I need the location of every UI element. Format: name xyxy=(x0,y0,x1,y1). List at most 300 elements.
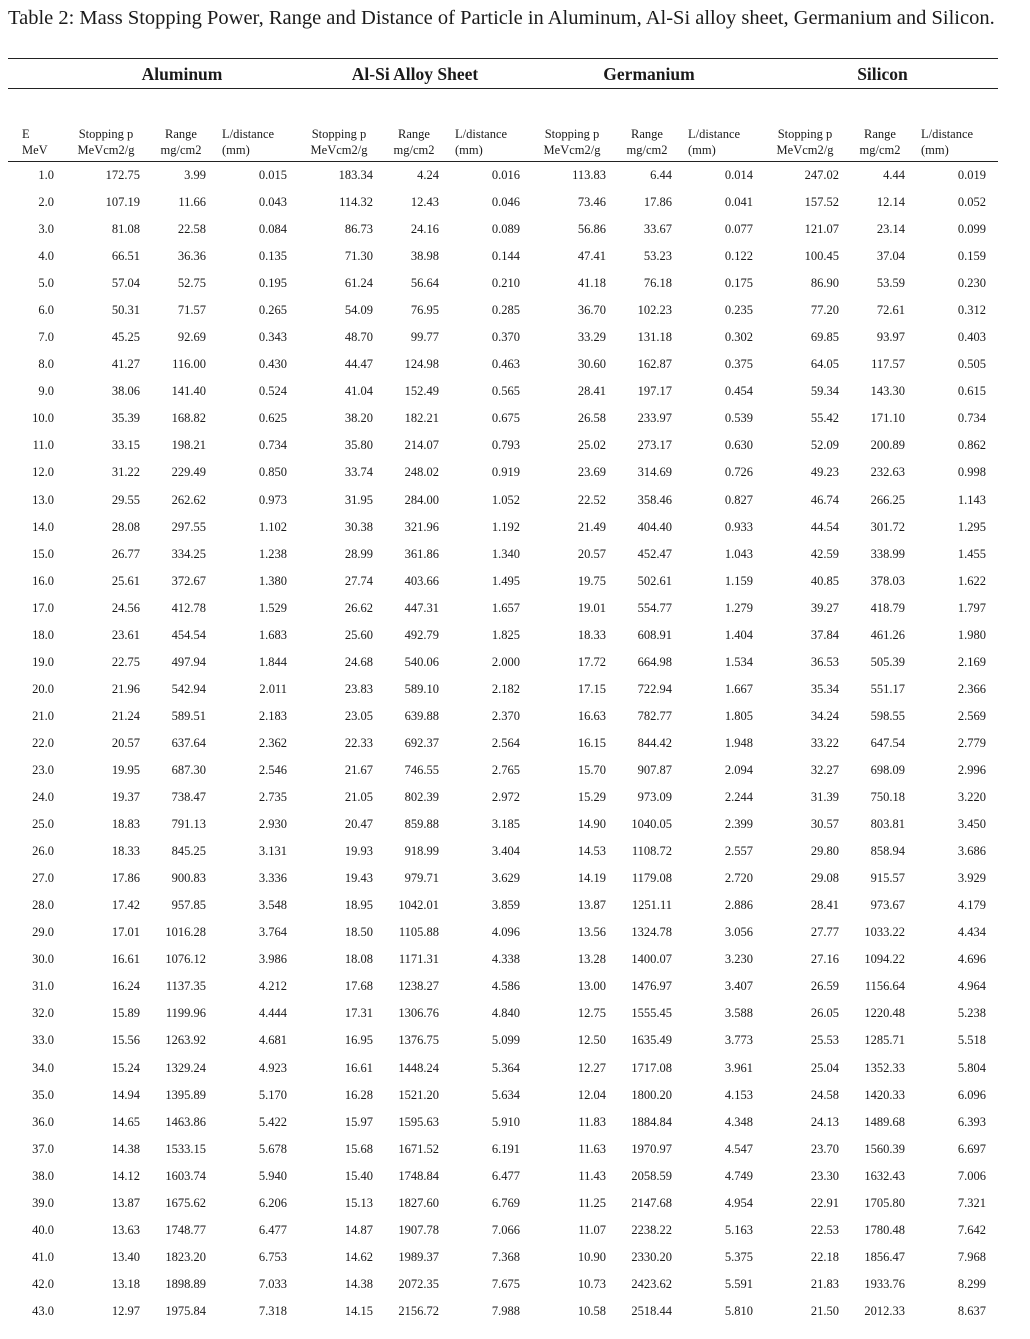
cell-distance: 5.170 xyxy=(258,1087,287,1102)
cell-distance: 0.734 xyxy=(258,438,287,453)
cell-stopping-power: 35.34 xyxy=(810,681,839,696)
cell-range: 687.30 xyxy=(171,763,206,777)
cell-distance: 2.735 xyxy=(258,790,287,805)
cell-range: 1671.52 xyxy=(398,1141,439,1156)
cell-range: 589.10 xyxy=(404,681,439,696)
cell-distance: 0.014 xyxy=(724,168,753,182)
table-row xyxy=(8,1082,998,1109)
cell-range: 782.77 xyxy=(637,708,672,723)
cell-range: 1898.89 xyxy=(165,1276,206,1291)
cell-range: 698.09 xyxy=(870,763,905,777)
cell-stopping-power: 16.61 xyxy=(111,952,140,967)
cell-range: 1970.97 xyxy=(631,1141,672,1156)
cell-distance: 2.557 xyxy=(724,844,753,859)
cell-distance: 0.043 xyxy=(258,195,287,210)
cell-stopping-power: 14.87 xyxy=(344,1222,373,1237)
cell-range: 1324.78 xyxy=(631,925,672,940)
cell-stopping-power: 36.53 xyxy=(810,654,839,669)
cell-distance: 6.393 xyxy=(957,1114,986,1129)
cell-stopping-power: 14.94 xyxy=(111,1087,140,1102)
cell-stopping-power: 19.93 xyxy=(344,844,373,859)
cell-distance: 1.622 xyxy=(957,573,986,588)
cell-range: 1094.22 xyxy=(864,952,905,967)
cell-range: 338.99 xyxy=(870,546,905,561)
cell-range: 168.82 xyxy=(171,411,206,426)
cell-range: 1171.31 xyxy=(398,952,439,967)
cell-distance: 5.804 xyxy=(957,1060,986,1075)
cell-distance: 1.380 xyxy=(258,573,287,588)
table-row xyxy=(8,1163,998,1190)
table-row xyxy=(8,919,998,946)
cell-stopping-power: 29.80 xyxy=(810,844,839,859)
cell-range: 900.83 xyxy=(171,871,206,886)
cell-range: 1800.20 xyxy=(631,1087,672,1102)
col-header-distance-line2: (mm) xyxy=(222,143,250,157)
table-row xyxy=(8,1027,998,1054)
cell-energy: 14.0 xyxy=(32,519,54,534)
cell-stopping-power: 47.41 xyxy=(577,249,606,264)
cell-stopping-power: 77.20 xyxy=(810,303,839,318)
cell-distance: 0.615 xyxy=(957,384,986,399)
cell-range: 1717.08 xyxy=(631,1060,672,1075)
cell-distance: 2.546 xyxy=(258,763,287,777)
col-header-energy xyxy=(8,126,66,162)
cell-distance: 4.096 xyxy=(491,925,520,940)
cell-distance: 0.016 xyxy=(491,168,520,182)
cell-range: 1856.47 xyxy=(864,1249,905,1264)
cell-range: 664.98 xyxy=(637,654,672,669)
cell-energy: 42.0 xyxy=(32,1276,54,1291)
cell-stopping-power: 14.38 xyxy=(111,1141,140,1156)
cell-distance: 0.726 xyxy=(724,465,753,480)
col-header-stopping-power-line2: MeVcm2/g xyxy=(77,143,135,157)
cell-stopping-power: 13.87 xyxy=(577,898,606,913)
cell-range: 1463.86 xyxy=(165,1114,206,1129)
cell-distance: 3.230 xyxy=(724,952,753,967)
cell-stopping-power: 21.96 xyxy=(111,681,140,696)
cell-range: 497.94 xyxy=(171,654,206,669)
cell-stopping-power: 27.74 xyxy=(344,573,373,588)
cell-range: 301.72 xyxy=(870,519,905,534)
cell-distance: 1.797 xyxy=(957,600,986,615)
cell-stopping-power: 19.43 xyxy=(344,871,373,886)
cell-stopping-power: 30.57 xyxy=(810,817,839,832)
cell-range: 973.09 xyxy=(637,790,672,805)
cell-distance: 2.366 xyxy=(957,681,986,696)
cell-energy: 30.0 xyxy=(32,952,54,967)
cell-distance: 0.084 xyxy=(258,222,287,237)
cell-distance: 1.529 xyxy=(258,600,287,615)
cell-energy: 35.0 xyxy=(32,1087,54,1102)
cell-stopping-power: 23.05 xyxy=(344,708,373,723)
table-row xyxy=(8,676,998,703)
cell-energy: 6.0 xyxy=(38,303,54,318)
table-row xyxy=(8,351,998,378)
cell-distance: 0.565 xyxy=(491,384,520,399)
cell-distance: 3.056 xyxy=(724,925,753,940)
cell-range: 297.55 xyxy=(171,519,206,534)
cell-stopping-power: 86.90 xyxy=(810,276,839,291)
cell-stopping-power: 11.43 xyxy=(578,1168,606,1183)
col-header-stopping-power-line1: Stopping p xyxy=(78,127,134,141)
cell-distance: 5.678 xyxy=(258,1141,287,1156)
cell-energy: 10.0 xyxy=(32,411,54,426)
cell-energy: 13.0 xyxy=(32,492,54,507)
col-header-distance-line1: L/distance xyxy=(222,127,275,141)
cell-energy: 7.0 xyxy=(38,330,54,345)
cell-distance: 6.477 xyxy=(491,1168,520,1183)
cell-distance: 3.450 xyxy=(957,817,986,832)
cell-energy: 20.0 xyxy=(32,681,54,696)
cell-range: 746.55 xyxy=(404,763,439,777)
cell-range: 542.94 xyxy=(171,681,206,696)
cell-range: 23.14 xyxy=(876,222,905,237)
col-header-distance-line2: (mm) xyxy=(688,143,716,157)
cell-distance: 1.159 xyxy=(724,573,753,588)
table-row xyxy=(8,1217,998,1244)
cell-stopping-power: 13.56 xyxy=(577,925,606,940)
cell-stopping-power: 52.09 xyxy=(810,438,839,453)
table-row xyxy=(8,1271,998,1298)
cell-distance: 3.859 xyxy=(491,898,520,913)
cell-stopping-power: 11.07 xyxy=(578,1222,606,1237)
cell-stopping-power: 17.15 xyxy=(577,681,606,696)
cell-distance: 3.336 xyxy=(258,871,287,886)
cell-range: 1108.72 xyxy=(631,844,672,859)
cell-range: 53.23 xyxy=(643,249,672,264)
cell-stopping-power: 13.87 xyxy=(111,1195,140,1210)
cell-energy: 3.0 xyxy=(38,222,54,237)
cell-stopping-power: 54.09 xyxy=(344,303,373,318)
cell-stopping-power: 26.05 xyxy=(810,1006,839,1021)
col-header-range-line1: Range xyxy=(864,127,896,141)
cell-range: 200.89 xyxy=(870,438,905,453)
cell-range: 314.69 xyxy=(637,465,672,480)
cell-energy: 29.0 xyxy=(32,925,54,940)
cell-range: 1306.76 xyxy=(398,1006,439,1021)
cell-stopping-power: 22.91 xyxy=(810,1195,839,1210)
cell-stopping-power: 25.53 xyxy=(810,1033,839,1048)
cell-range: 447.31 xyxy=(404,600,439,615)
cell-range: 1823.20 xyxy=(165,1249,206,1264)
cell-range: 1042.01 xyxy=(398,898,439,913)
cell-energy: 9.0 xyxy=(38,384,54,399)
cell-range: 372.67 xyxy=(171,573,206,588)
cell-distance: 3.185 xyxy=(491,817,520,832)
cell-range: 233.97 xyxy=(637,411,672,426)
table-row xyxy=(8,297,998,324)
cell-range: 2147.68 xyxy=(631,1195,672,1210)
cell-distance: 2.996 xyxy=(957,763,986,777)
col-header-distance-line1: L/distance xyxy=(688,127,741,141)
cell-range: 1884.84 xyxy=(631,1114,672,1129)
cell-distance: 0.210 xyxy=(491,276,520,291)
cell-distance: 1.043 xyxy=(724,546,753,561)
cell-stopping-power: 31.22 xyxy=(111,465,140,480)
cell-energy: 43.0 xyxy=(32,1303,54,1318)
cell-stopping-power: 114.32 xyxy=(339,195,373,210)
cell-energy: 25.0 xyxy=(32,817,54,832)
cell-stopping-power: 26.59 xyxy=(810,979,839,994)
cell-energy: 4.0 xyxy=(38,249,54,264)
cell-range: 1448.24 xyxy=(398,1060,439,1075)
cell-range: 554.77 xyxy=(637,600,672,615)
cell-stopping-power: 17.31 xyxy=(344,1006,373,1021)
cell-range: 52.75 xyxy=(177,276,206,291)
cell-distance: 7.318 xyxy=(258,1303,287,1318)
cell-stopping-power: 50.31 xyxy=(111,303,140,318)
cell-stopping-power: 13.40 xyxy=(111,1249,140,1264)
cell-range: 6.44 xyxy=(650,168,672,182)
col-header-stopping-power xyxy=(66,126,146,162)
cell-stopping-power: 27.16 xyxy=(810,952,839,967)
cell-stopping-power: 16.95 xyxy=(344,1033,373,1048)
cell-stopping-power: 12.97 xyxy=(111,1303,140,1318)
cell-stopping-power: 27.77 xyxy=(810,925,839,940)
cell-range: 182.21 xyxy=(404,411,439,426)
cell-distance: 2.370 xyxy=(491,708,520,723)
cell-distance: 6.753 xyxy=(258,1249,287,1264)
cell-stopping-power: 41.27 xyxy=(111,357,140,372)
cell-stopping-power: 69.85 xyxy=(810,330,839,345)
cell-distance: 4.348 xyxy=(724,1114,753,1129)
col-header-distance xyxy=(915,126,998,162)
cell-range: 141.40 xyxy=(171,384,206,399)
col-header-stopping-power xyxy=(532,126,612,162)
cell-distance: 5.518 xyxy=(957,1033,986,1048)
cell-energy: 1.0 xyxy=(38,168,54,182)
cell-distance: 6.477 xyxy=(258,1222,287,1237)
col-header-range-line2: mg/cm2 xyxy=(859,143,901,157)
col-header-stopping-power-line1: Stopping p xyxy=(311,127,367,141)
cell-stopping-power: 12.50 xyxy=(577,1033,606,1048)
cell-distance: 2.930 xyxy=(258,817,287,832)
group-header-silicon: Silicon xyxy=(857,64,908,84)
cell-stopping-power: 12.75 xyxy=(577,1006,606,1021)
cell-distance: 7.006 xyxy=(957,1168,986,1183)
cell-stopping-power: 20.57 xyxy=(111,735,140,750)
cell-range: 637.64 xyxy=(171,735,206,750)
cell-range: 845.25 xyxy=(171,844,206,859)
cell-energy: 38.0 xyxy=(32,1168,54,1183)
cell-range: 1907.78 xyxy=(398,1222,439,1237)
cell-stopping-power: 15.97 xyxy=(344,1114,373,1129)
cell-range: 171.10 xyxy=(870,411,905,426)
cell-stopping-power: 16.63 xyxy=(577,708,606,723)
cell-range: 3.99 xyxy=(184,168,206,182)
cell-stopping-power: 33.15 xyxy=(111,438,140,453)
cell-stopping-power: 42.59 xyxy=(810,546,839,561)
cell-range: 1827.60 xyxy=(398,1195,439,1210)
cell-energy: 41.0 xyxy=(32,1249,54,1264)
cell-distance: 0.230 xyxy=(957,276,986,291)
cell-stopping-power: 26.77 xyxy=(111,546,140,561)
cell-stopping-power: 37.84 xyxy=(810,627,839,642)
cell-stopping-power: 24.13 xyxy=(810,1114,839,1129)
cell-range: 647.54 xyxy=(870,735,905,750)
cell-stopping-power: 172.75 xyxy=(105,168,140,182)
cell-stopping-power: 56.86 xyxy=(577,222,606,237)
header-middle-rule xyxy=(8,88,998,89)
cell-energy: 11.0 xyxy=(32,438,54,453)
cell-stopping-power: 14.15 xyxy=(344,1303,373,1318)
col-header-energy-line1: E xyxy=(22,127,30,141)
col-header-range-line1: Range xyxy=(398,127,430,141)
cell-distance: 0.195 xyxy=(258,276,287,291)
cell-range: 2156.72 xyxy=(398,1303,439,1318)
table-row xyxy=(8,757,998,784)
cell-distance: 0.524 xyxy=(258,384,287,399)
cell-range: 284.00 xyxy=(404,492,439,507)
cell-range: 412.78 xyxy=(171,600,206,615)
table-row xyxy=(8,162,998,189)
table-row xyxy=(8,1244,998,1271)
col-header-distance xyxy=(449,126,532,162)
cell-stopping-power: 15.24 xyxy=(111,1060,140,1075)
cell-distance: 5.910 xyxy=(491,1114,520,1129)
cell-distance: 0.015 xyxy=(258,168,287,182)
cell-distance: 8.299 xyxy=(957,1276,986,1291)
cell-range: 266.25 xyxy=(870,492,905,507)
cell-stopping-power: 14.19 xyxy=(577,871,606,886)
cell-distance: 2.399 xyxy=(724,817,753,832)
col-header-stopping-power-line2: MeVcm2/g xyxy=(310,143,368,157)
cell-stopping-power: 25.02 xyxy=(577,438,606,453)
cell-distance: 2.765 xyxy=(491,763,520,777)
col-header-distance xyxy=(216,126,299,162)
cell-stopping-power: 49.23 xyxy=(810,465,839,480)
cell-distance: 4.923 xyxy=(258,1060,287,1075)
cell-range: 692.37 xyxy=(404,735,439,750)
cell-stopping-power: 44.47 xyxy=(344,357,373,372)
cell-distance: 2.362 xyxy=(258,735,287,750)
cell-range: 2012.33 xyxy=(864,1303,905,1318)
cell-range: 1033.22 xyxy=(864,925,905,940)
cell-distance: 2.011 xyxy=(259,681,287,696)
col-header-stopping-power-line2: MeVcm2/g xyxy=(543,143,601,157)
cell-stopping-power: 41.04 xyxy=(344,384,373,399)
cell-distance: 0.099 xyxy=(957,222,986,237)
cell-stopping-power: 14.65 xyxy=(111,1114,140,1129)
cell-energy: 12.0 xyxy=(32,465,54,480)
cell-range: 76.18 xyxy=(643,276,672,291)
table-row xyxy=(8,703,998,730)
cell-distance: 1.980 xyxy=(957,627,986,642)
cell-stopping-power: 16.28 xyxy=(344,1087,373,1102)
cell-stopping-power: 41.18 xyxy=(577,276,606,291)
cell-range: 492.79 xyxy=(404,627,439,642)
cell-distance: 5.940 xyxy=(258,1168,287,1183)
cell-range: 214.07 xyxy=(404,438,439,453)
cell-stopping-power: 15.89 xyxy=(111,1006,140,1021)
cell-distance: 3.686 xyxy=(957,844,986,859)
table-row xyxy=(8,973,998,1000)
cell-distance: 2.886 xyxy=(724,898,753,913)
cell-range: 1251.11 xyxy=(631,898,672,913)
cell-range: 639.88 xyxy=(404,708,439,723)
cell-stopping-power: 18.33 xyxy=(577,627,606,642)
cell-energy: 17.0 xyxy=(32,600,54,615)
header-top-rule xyxy=(8,58,998,59)
cell-energy: 32.0 xyxy=(32,1006,54,1021)
cell-range: 4.44 xyxy=(883,168,905,182)
cell-range: 1533.15 xyxy=(165,1141,206,1156)
cell-energy: 27.0 xyxy=(32,871,54,886)
cell-distance: 1.192 xyxy=(491,519,520,534)
cell-stopping-power: 61.24 xyxy=(344,276,373,291)
col-header-distance-line1: L/distance xyxy=(455,127,508,141)
cell-stopping-power: 11.25 xyxy=(578,1195,606,1210)
col-header-distance xyxy=(682,126,765,162)
cell-distance: 2.972 xyxy=(491,790,520,805)
cell-distance: 2.244 xyxy=(724,790,753,805)
cell-stopping-power: 100.45 xyxy=(804,249,839,264)
cell-distance: 6.191 xyxy=(491,1141,520,1156)
cell-range: 802.39 xyxy=(404,790,439,805)
cell-energy: 22.0 xyxy=(32,735,54,750)
cell-distance: 6.096 xyxy=(957,1087,986,1102)
cell-stopping-power: 18.08 xyxy=(344,952,373,967)
cell-energy: 39.0 xyxy=(32,1195,54,1210)
cell-energy: 26.0 xyxy=(32,844,54,859)
cell-distance: 4.179 xyxy=(957,898,986,913)
cell-distance: 4.153 xyxy=(724,1087,753,1102)
cell-range: 454.54 xyxy=(171,627,206,642)
cell-distance: 0.862 xyxy=(957,438,986,453)
cell-range: 738.47 xyxy=(171,790,206,805)
col-header-range xyxy=(146,126,216,162)
cell-distance: 0.675 xyxy=(491,411,520,426)
cell-energy: 37.0 xyxy=(32,1141,54,1156)
cell-distance: 2.183 xyxy=(258,708,287,723)
cell-stopping-power: 113.83 xyxy=(572,168,606,182)
cell-energy: 40.0 xyxy=(32,1222,54,1237)
cell-distance: 0.343 xyxy=(258,330,287,345)
cell-stopping-power: 30.38 xyxy=(344,519,373,534)
cell-range: 12.43 xyxy=(410,195,439,210)
cell-stopping-power: 57.04 xyxy=(111,276,140,291)
table-row xyxy=(8,1298,998,1325)
cell-stopping-power: 24.68 xyxy=(344,654,373,669)
cell-range: 803.81 xyxy=(870,817,905,832)
cell-stopping-power: 19.95 xyxy=(111,763,140,777)
table-row xyxy=(8,487,998,514)
cell-stopping-power: 183.34 xyxy=(338,168,373,182)
cell-range: 1040.05 xyxy=(631,817,672,832)
cell-range: 93.97 xyxy=(876,330,905,345)
table-row xyxy=(8,622,998,649)
cell-distance: 1.534 xyxy=(724,654,753,669)
cell-range: 162.87 xyxy=(637,357,672,372)
cell-distance: 2.564 xyxy=(491,735,520,750)
cell-range: 124.98 xyxy=(404,357,439,372)
cell-distance: 3.588 xyxy=(724,1006,753,1021)
table-row xyxy=(8,270,998,297)
cell-distance: 1.404 xyxy=(724,627,753,642)
cell-range: 1635.49 xyxy=(631,1033,672,1048)
cell-stopping-power: 86.73 xyxy=(344,222,373,237)
cell-energy: 34.0 xyxy=(32,1060,54,1075)
cell-stopping-power: 13.18 xyxy=(111,1276,140,1291)
cell-distance: 3.764 xyxy=(258,925,287,940)
group-header-al-si-alloy: Al-Si Alloy Sheet xyxy=(351,64,479,84)
cell-range: 1632.43 xyxy=(864,1168,905,1183)
table-row xyxy=(8,541,998,568)
col-header-range-line2: mg/cm2 xyxy=(160,143,202,157)
cell-distance: 7.066 xyxy=(491,1222,520,1237)
cell-range: 915.57 xyxy=(870,871,905,886)
cell-stopping-power: 17.68 xyxy=(344,979,373,994)
